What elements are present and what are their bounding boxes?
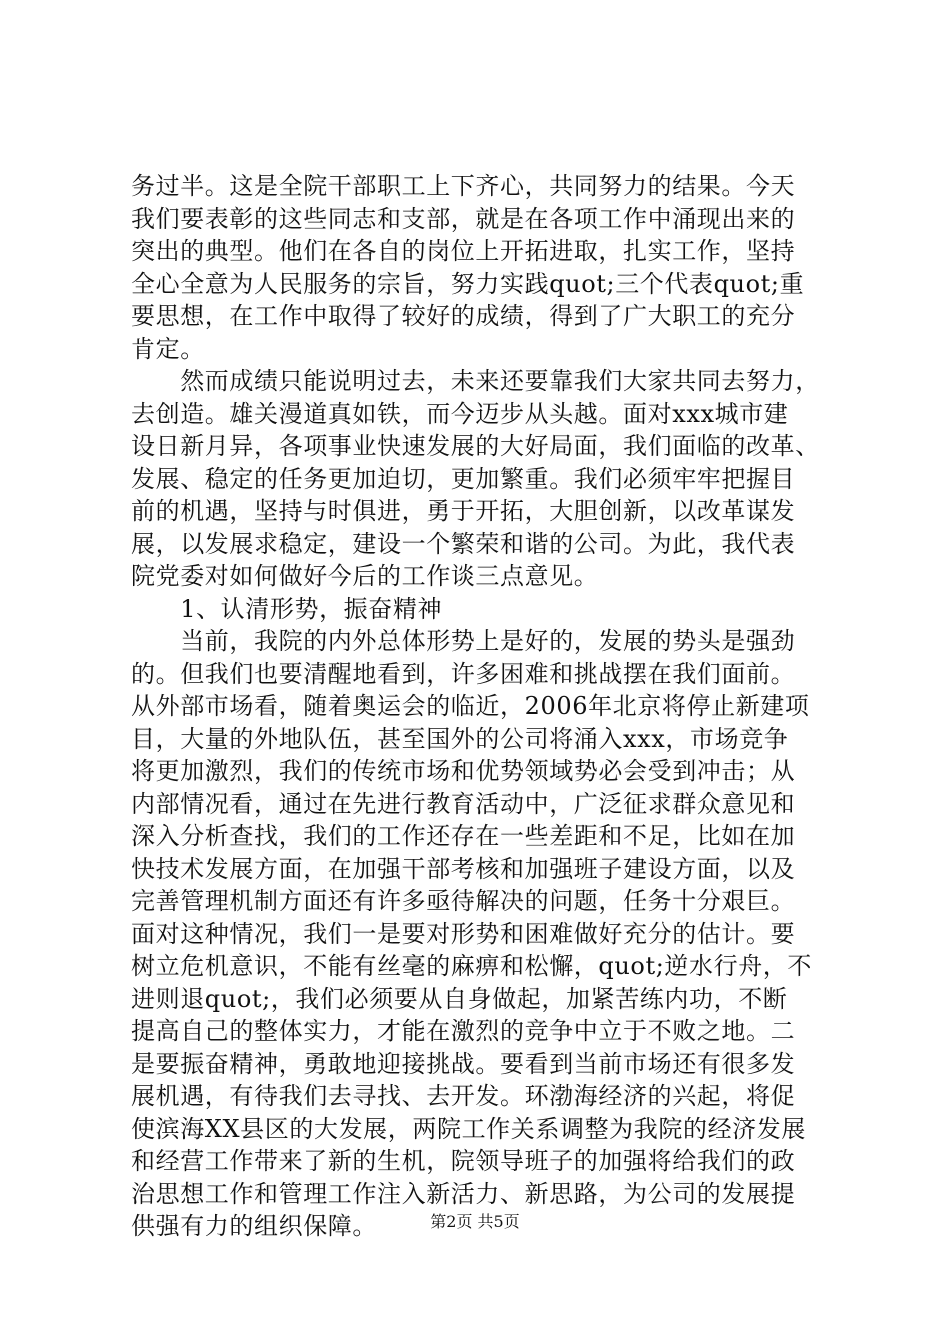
text-line: 展机遇，有待我们去寻找、去开发。环渤海经济的兴起，将促 [131, 1082, 796, 1110]
text-line: 突出的典型。他们在各自的岗位上开拓进取，扎实工作，坚持 [131, 237, 796, 265]
text-line: 设日新月异，各项事业快速发展的大好局面，我们面临的改革、 [131, 432, 820, 460]
text-line: 树立危机意识，不能有丝毫的麻痹和松懈，quot;逆水行舟，不 [131, 952, 812, 980]
text-line: 进则退quot;，我们必须要从自身做起，加紧苦练内功，不断 [131, 984, 788, 1013]
text-line: 全心全意为人民服务的宗旨，努力实践quot;三个代表quot;重 [131, 269, 805, 298]
text-line: 展，以发展求稳定，建设一个繁荣和谐的公司。为此，我代表 [131, 529, 796, 558]
body-text [131, 170, 831, 1243]
text-line: 是要振奋精神，勇敢地迎接挑战。要看到当前市场还有很多发 [131, 1049, 796, 1078]
text-line: 我们要表彰的这些同志和支部，就是在各项工作中涌现出来的 [131, 204, 796, 233]
page-number: 第2页 共5页 [430, 1212, 520, 1231]
text-line: 治思想工作和管理工作注入新活力、新思路，为公司的发展提 [131, 1179, 796, 1208]
page-footer [0, 1212, 950, 1232]
text-line: 务过半。这是全院干部职工上下齐心，共同努力的结果。今天 [131, 172, 796, 200]
text-line: 去创造。雄关漫道真如铁，而今迈步从头越。面对xxx城市建 [131, 399, 789, 428]
text-line: 目，大量的外地队伍，甚至国外的公司将涌入xxx，市场竞争 [131, 724, 789, 753]
text-line: 发展、稳定的任务更加迫切，更加繁重。我们必须牢牢把握目 [131, 464, 796, 493]
text-line: 然而成绩只能说明过去，未来还要靠我们大家共同去努力， [131, 367, 820, 395]
text-line: 提高自己的整体实力，才能在激烈的竞争中立于不败之地。二 [131, 1017, 796, 1045]
text-line: 供强有力的组织保障。 [131, 1212, 377, 1240]
section-heading: 1、认清形势，振奋精神 [131, 594, 443, 623]
text-line: 快技术发展方面，在加强干部考核和加强班子建设方面，以及 [131, 854, 796, 883]
text-line: 将更加激烈，我们的传统市场和优势领域势必会受到冲击；从 [131, 757, 796, 785]
text-line: 内部情况看，通过在先进行教育活动中，广泛征求群众意见和 [131, 789, 796, 818]
text-line: 前的机遇，坚持与时俱进，勇于开拓，大胆创新，以改革谋发 [131, 497, 796, 525]
text-line: 当前，我院的内外总体形势上是好的，发展的势头是强劲 [131, 627, 796, 655]
text-line: 面对这种情况，我们一是要对形势和困难做好充分的估计。要 [131, 919, 796, 948]
text-line: 肯定。 [131, 334, 205, 363]
text-line: 从外部市场看，随着奥运会的临近，2006年北京将停止新建项 [131, 692, 810, 720]
text-line: 使滨海XX县区的大发展，两院工作关系调整为我院的经济发展 [131, 1114, 806, 1143]
text-line: 和经营工作带来了新的生机，院领导班子的加强将给我们的政 [131, 1147, 796, 1175]
text-line: 完善管理机制方面还有许多亟待解决的问题，任务十分艰巨。 [131, 887, 796, 915]
text-line: 要思想，在工作中取得了较好的成绩，得到了广大职工的充分 [131, 302, 796, 330]
text-line: 的。但我们也要清醒地看到，许多困难和挑战摆在我们面前。 [131, 659, 796, 688]
text-line: 深入分析查找，我们的工作还存在一些差距和不足，比如在加 [131, 822, 796, 850]
text-line: 院党委对如何做好今后的工作谈三点意见。 [131, 562, 599, 590]
